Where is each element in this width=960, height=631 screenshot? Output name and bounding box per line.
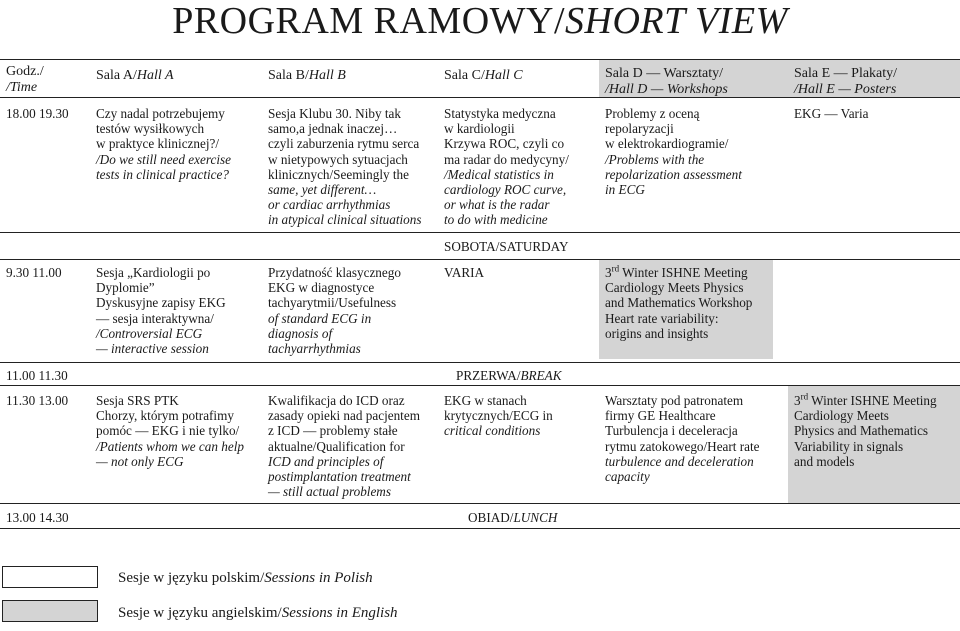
- lunch-time: 13.00 14.30: [6, 510, 69, 525]
- legend-label-english: Sesje w języku angielskim/Sessions in English: [118, 605, 398, 621]
- row1-time: 18.00 19.30: [6, 106, 69, 121]
- legend-swatch-english: [2, 600, 98, 622]
- row3-hall-a-session: Sesja SRS PTK Chorzy, którym potrafimy pomóc — EKG i nie tylko/ /Patients whom we can help — not only ECG: [96, 393, 244, 469]
- row1-hall-e-session: EKG — Varia: [794, 106, 869, 121]
- page-title: PROGRAM RAMOWY/SHORT VIEW: [172, 0, 788, 42]
- row1-hall-a-session: Czy nadal potrzebujemy testów wysiłkowych w praktyce klinicznej?/ /Do we still need exercise tests in clinical practice?: [96, 106, 232, 182]
- row3-hall-d-session: Warsztaty pod patronatem firmy GE Healthcare Turbulencja i deceleracja rytmu zatokowego/Heart rate turbulence and deceleration capacity: [605, 393, 760, 485]
- header-hall-a: Sala A/Hall A: [96, 68, 174, 83]
- row2-hall-d-session: 3rd Winter ISHNE Meeting Cardiology Meets Physics and Mathematics Workshop Heart rate variability: origins and insights: [605, 263, 753, 341]
- legend-swatch-polish: [2, 566, 98, 588]
- break-label: PRZERWA/BREAK: [456, 368, 562, 383]
- row2-time: 9.30 11.00: [6, 265, 62, 280]
- row3-hall-b-session: Kwalifikacja do ICD oraz zasady opieki nad pacjentem z ICD — problemy stałe aktualne/Qualification for ICD and principles of postimplantation treatment — still actual problems: [268, 393, 420, 500]
- header-hall-b: Sala B/Hall B: [268, 68, 346, 83]
- header-hall-e: Sala E — Plakaty/ /Hall E — Posters: [794, 66, 898, 97]
- row1-hall-b-session: Sesja Klubu 30. Niby tak samo,a jednak inaczej… czyli zaburzenia rytmu serca w nietypowych sytuacjach klinicznych/Seemingly the same, yet different… or cardiac arrhythmias in atypical clinical situations: [268, 106, 422, 228]
- break-time: 11.00 11.30: [6, 368, 68, 383]
- day-divider-saturday: SOBOTA/SATURDAY: [444, 239, 569, 254]
- header-time: Godz./ /Time: [6, 64, 44, 95]
- row3-time: 11.30 13.00: [6, 393, 69, 408]
- row2-hall-c-session: VARIA: [444, 265, 485, 280]
- row1-hall-d-session: Problemy z oceną repolaryzacji w elektrokardiogramie/ /Problems with the repolarization assessment in ECG: [605, 106, 742, 198]
- header-hall-d: Sala D — Warsztaty/ /Hall D — Workshops: [605, 66, 728, 97]
- legend-label-polish: Sesje w języku polskim/Sessions in Polish: [118, 570, 373, 586]
- row2-hall-a-session: Sesja „Kardiologii po Dyplomie” Dyskusyjne zapisy EKG — sesja interaktywna/ /Controversial ECG — interactive session: [96, 265, 226, 357]
- row1-hall-c-session: Statystyka medyczna w kardiologii Krzywa ROC, czyli co ma radar do medycyny/ /Medical statistics in cardiology ROC curve, or what is the radar to do with medicine: [444, 106, 569, 228]
- header-hall-c: Sala C/Hall C: [444, 68, 523, 83]
- row3-hall-c-session: EKG w stanach krytycznych/ECG in critical conditions: [444, 393, 553, 439]
- lunch-label: OBIAD/LUNCH: [468, 510, 558, 525]
- row2-hall-b-session: Przydatność klasycznego EKG w diagnostyce tachyarytmii/Usefulness of standard ECG in diagnosis of tachyarrhythmias: [268, 265, 401, 357]
- row3-hall-e-session: 3rd Winter ISHNE Meeting Cardiology Meets Physics and Mathematics Variability in signals and models: [794, 391, 937, 469]
